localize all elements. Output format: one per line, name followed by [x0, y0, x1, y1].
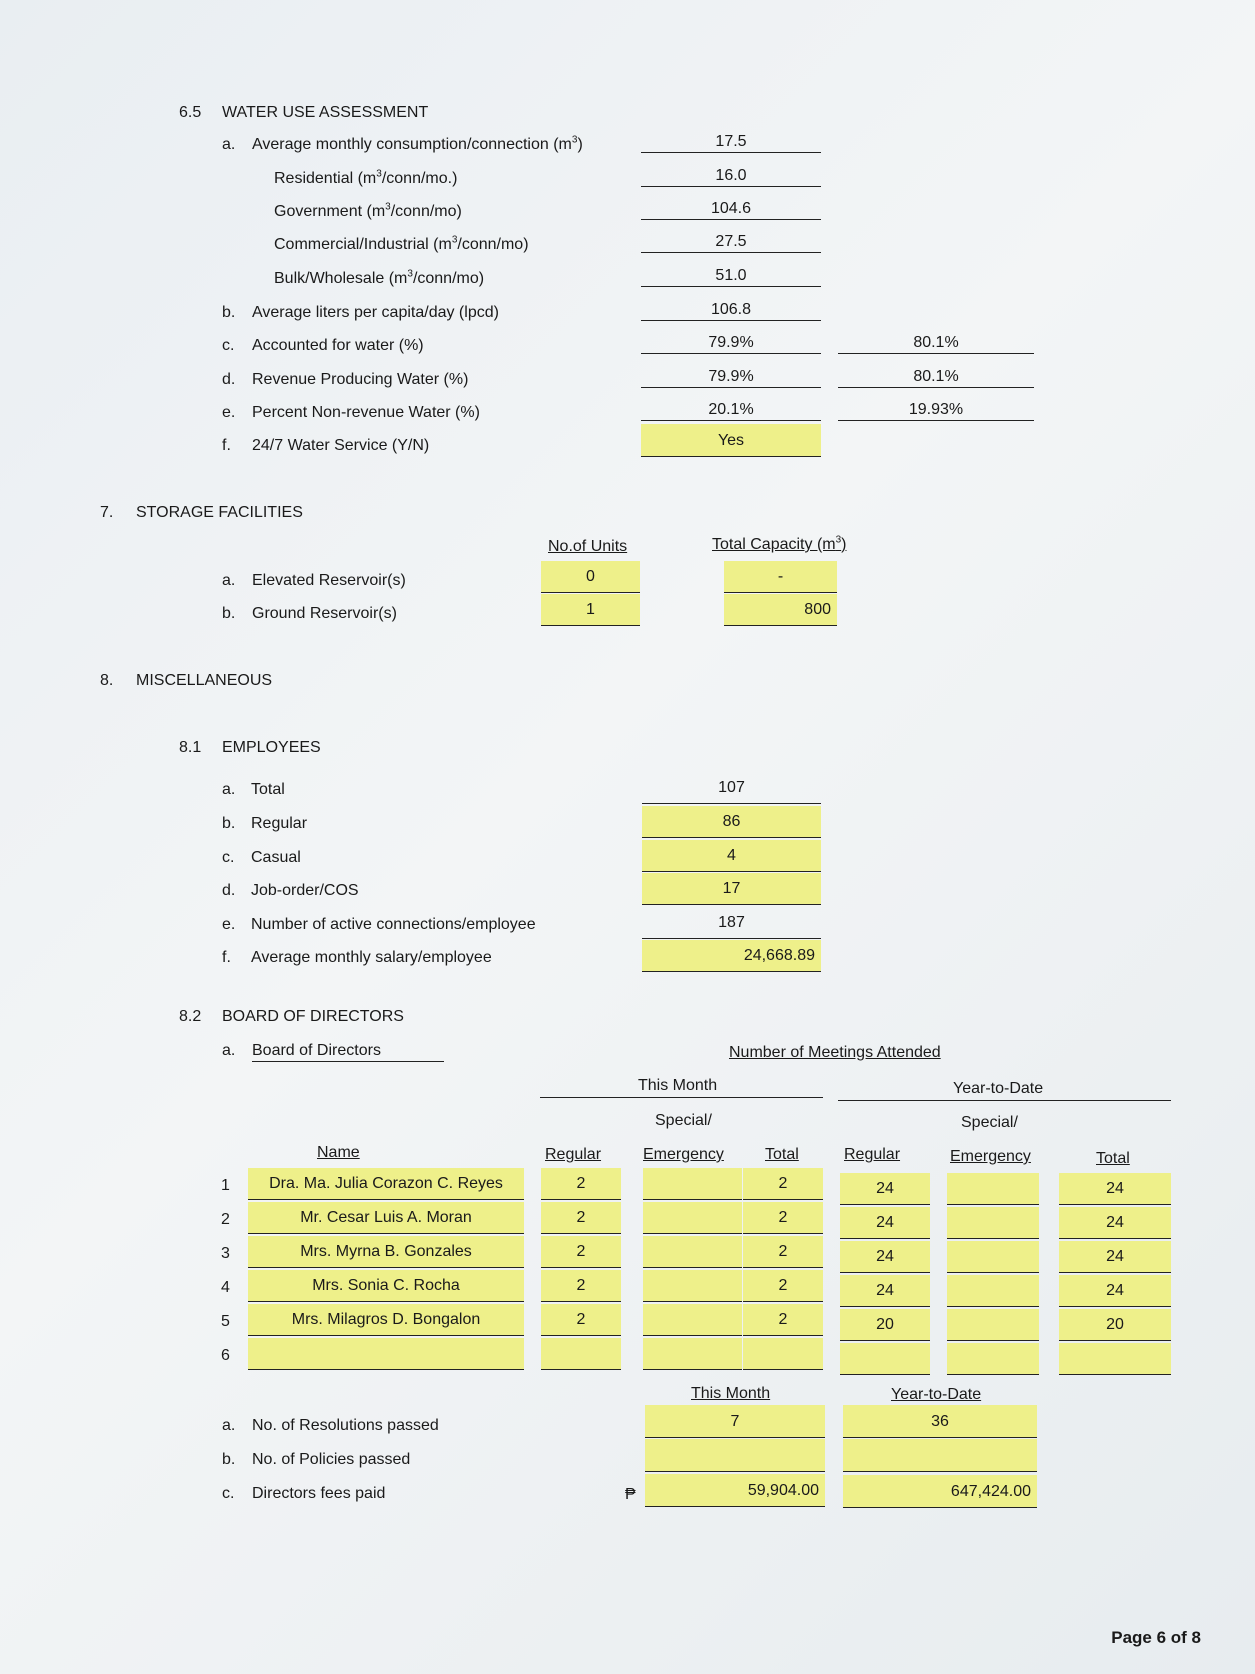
- nrw-value[interactable]: 20.1%: [641, 399, 821, 421]
- item-letter: a.: [222, 136, 236, 153]
- elevated-reservoir-label: Elevated Reservoir(s): [252, 572, 406, 589]
- section-number: 8.: [100, 672, 114, 689]
- director-total[interactable]: [743, 1338, 823, 1370]
- employee-row-label: Total: [251, 781, 285, 798]
- employee-row-label: Number of active connections/employee: [251, 916, 536, 933]
- director-total[interactable]: 2: [743, 1304, 823, 1336]
- bulk-label: Bulk/Wholesale $(m^3/conn/mo)$: [274, 268, 485, 287]
- employee-row-label: Average monthly salary/employee: [251, 949, 492, 966]
- nrw-value-2[interactable]: 19.93%: [838, 399, 1034, 421]
- water-service-value[interactable]: Yes: [641, 424, 821, 457]
- policies-label: No. of Policies passed: [252, 1451, 411, 1468]
- item-letter: b.: [222, 815, 236, 832]
- item-letter: d.: [222, 882, 236, 899]
- board-label: Board of Directors: [252, 1042, 381, 1059]
- emergency-column-header: Emergency: [643, 1146, 724, 1163]
- subsection-number: 8.1: [179, 739, 202, 756]
- ytd-emergency-column-header: Emergency: [950, 1148, 1031, 1165]
- meetings-title: Number of Meetings Attended: [729, 1044, 941, 1061]
- elevated-reservoir-units[interactable]: 0: [541, 561, 640, 593]
- employee-row-value[interactable]: 187: [642, 907, 821, 939]
- director-ytd-regular[interactable]: 24: [840, 1207, 930, 1239]
- section-title: MISCELLANEOUS: [136, 672, 273, 689]
- director-regular[interactable]: 2: [541, 1270, 621, 1302]
- director-emergency[interactable]: [643, 1236, 742, 1268]
- section-title: WATER USE ASSESSMENT: [222, 104, 429, 121]
- director-regular[interactable]: 2: [541, 1168, 621, 1200]
- ytd-rule: [838, 1100, 1171, 1101]
- item-letter: c.: [222, 337, 235, 354]
- summary-this-month-header: This Month: [691, 1385, 771, 1402]
- subsection-title: EMPLOYEES: [222, 739, 321, 756]
- name-column-header: Name: [317, 1144, 360, 1161]
- director-name[interactable]: Dra. Ma. Julia Corazon C. Reyes: [248, 1168, 524, 1200]
- ytd-regular-column-header: Regular: [844, 1146, 901, 1163]
- director-ytd-emergency[interactable]: [947, 1173, 1039, 1205]
- ground-reservoir-capacity[interactable]: 800: [724, 594, 837, 626]
- director-name[interactable]: Mrs. Milagros D. Bongalon: [248, 1304, 524, 1336]
- director-regular[interactable]: [541, 1338, 621, 1370]
- director-ytd-total[interactable]: [1059, 1343, 1171, 1375]
- director-row-number: 5: [221, 1313, 230, 1330]
- item-letter: b.: [222, 304, 236, 321]
- director-name[interactable]: [248, 1338, 524, 1370]
- total-column-header: Total: [765, 1146, 799, 1163]
- accounted-water-value-2[interactable]: 80.1%: [838, 332, 1034, 354]
- fees-this-month[interactable]: 59,904.00: [645, 1474, 825, 1507]
- employee-row-label: Regular: [251, 815, 308, 832]
- item-letter: f.: [222, 437, 231, 454]
- resolutions-this-month[interactable]: 7: [645, 1405, 825, 1438]
- ytd-total-column-header: Total: [1096, 1150, 1130, 1167]
- employee-row-value[interactable]: 17: [642, 873, 821, 905]
- item-letter: a.: [222, 781, 236, 798]
- regular-column-header: Regular: [545, 1146, 602, 1163]
- director-regular[interactable]: 2: [541, 1304, 621, 1336]
- director-ytd-total[interactable]: 24: [1059, 1241, 1171, 1273]
- item-letter: c.: [222, 849, 235, 866]
- commercial-label: Commercial/Industrial $(m^3/conn/mo)$: [274, 234, 529, 253]
- director-total[interactable]: 2: [743, 1168, 823, 1200]
- bulk-value[interactable]: 51.0: [641, 265, 821, 287]
- director-ytd-emergency[interactable]: [947, 1343, 1039, 1375]
- subsection-title: BOARD OF DIRECTORS: [222, 1008, 404, 1025]
- revenue-water-label: Revenue Producing Water (%): [252, 371, 469, 388]
- item-letter: a.: [222, 1417, 236, 1434]
- director-ytd-emergency[interactable]: [947, 1207, 1039, 1239]
- director-ytd-emergency[interactable]: [947, 1309, 1039, 1341]
- section-number: 6.5: [179, 104, 202, 121]
- item-letter: f.: [222, 949, 231, 966]
- subsection-number: 8.2: [179, 1008, 202, 1025]
- director-regular[interactable]: 2: [541, 1236, 621, 1268]
- item-letter: b.: [222, 605, 236, 622]
- director-name[interactable]: Mrs. Sonia C. Rocha: [248, 1270, 524, 1302]
- peso-sign: ₱: [625, 1486, 636, 1503]
- item-letter: e.: [222, 404, 236, 421]
- director-ytd-regular[interactable]: 20: [840, 1309, 930, 1341]
- item-letter: a.: [222, 1042, 236, 1059]
- capacity-column-header: Total Capacity $(m^3)$: [712, 534, 847, 553]
- item-letter: a.: [222, 572, 236, 589]
- policies-this-month[interactable]: [645, 1439, 825, 1472]
- page-number: Page 6 of 8: [1111, 1628, 1201, 1647]
- director-ytd-regular[interactable]: [840, 1343, 930, 1375]
- director-row-number: 1: [221, 1177, 230, 1194]
- director-ytd-total[interactable]: 24: [1059, 1173, 1171, 1205]
- director-row-number: 2: [221, 1211, 230, 1228]
- employee-row-label: Job-order/COS: [251, 882, 359, 899]
- director-total[interactable]: 2: [743, 1202, 823, 1234]
- director-ytd-regular[interactable]: 24: [840, 1173, 930, 1205]
- this-month-rule: [540, 1097, 823, 1098]
- resolutions-label: No. of Resolutions passed: [252, 1417, 439, 1434]
- residential-value[interactable]: 16.0: [641, 165, 821, 187]
- government-value[interactable]: 104.6: [641, 198, 821, 220]
- director-row-number: 6: [221, 1347, 230, 1364]
- director-emergency[interactable]: [643, 1338, 742, 1370]
- section-title: STORAGE FACILITIES: [136, 504, 303, 521]
- ground-reservoir-label: Ground Reservoir(s): [252, 605, 397, 622]
- item-letter: e.: [222, 916, 236, 933]
- units-column-header: No.of Units: [548, 538, 628, 555]
- fees-ytd[interactable]: 647,424.00: [843, 1475, 1037, 1508]
- item-letter: b.: [222, 1451, 236, 1468]
- section-number: 7.: [100, 504, 114, 521]
- board-label-underline: [252, 1061, 444, 1062]
- lpcd-value[interactable]: 106.8: [641, 299, 821, 321]
- employee-row-value[interactable]: 86: [642, 806, 821, 838]
- director-ytd-regular[interactable]: 24: [840, 1241, 930, 1273]
- summary-ytd-header: Year-to-Date: [891, 1386, 982, 1403]
- employee-row-value[interactable]: 24,668.89: [642, 940, 821, 972]
- resolutions-ytd[interactable]: 36: [843, 1405, 1037, 1438]
- policies-ytd[interactable]: [843, 1439, 1037, 1472]
- avg-consumption-value[interactable]: 17.5: [641, 131, 821, 153]
- employee-row-value[interactable]: 4: [642, 840, 821, 872]
- avg-consumption-label: Average monthly consumption/connection $(m^3)$: [252, 134, 583, 153]
- revenue-water-value[interactable]: 79.9%: [641, 366, 821, 388]
- special-header-ytd: Special/: [961, 1114, 1018, 1131]
- accounted-water-label: Accounted for water (%): [252, 337, 424, 354]
- director-ytd-emergency[interactable]: [947, 1241, 1039, 1273]
- lpcd-label: Average liters per capita/day (lpcd): [252, 304, 499, 321]
- employee-row-value[interactable]: 107: [642, 772, 821, 804]
- ytd-header: Year-to-Date: [953, 1080, 1044, 1097]
- director-row-number: 4: [221, 1279, 230, 1296]
- fees-label: Directors fees paid: [252, 1485, 386, 1502]
- director-name[interactable]: Mr. Cesar Luis A. Moran: [248, 1202, 524, 1234]
- director-row-number: 3: [221, 1245, 230, 1262]
- director-total[interactable]: 2: [743, 1236, 823, 1268]
- special-header: Special/: [655, 1112, 712, 1129]
- government-label: Government $(m^3/conn/mo)$: [274, 201, 462, 220]
- revenue-water-value-2[interactable]: 80.1%: [838, 366, 1034, 388]
- ground-reservoir-units[interactable]: 1: [541, 594, 640, 626]
- director-ytd-emergency[interactable]: [947, 1275, 1039, 1307]
- director-ytd-regular[interactable]: 24: [840, 1275, 930, 1307]
- director-emergency[interactable]: [643, 1168, 742, 1200]
- item-letter: d.: [222, 371, 236, 388]
- director-emergency[interactable]: [643, 1304, 742, 1336]
- director-ytd-total[interactable]: 24: [1059, 1207, 1171, 1239]
- director-emergency[interactable]: [643, 1202, 742, 1234]
- commercial-value[interactable]: 27.5: [641, 231, 821, 253]
- nrw-label: Percent Non-revenue Water (%): [252, 404, 480, 421]
- director-regular[interactable]: 2: [541, 1202, 621, 1234]
- water-service-label: 24/7 Water Service (Y/N): [252, 437, 430, 454]
- residential-label: Residential $(m^3/conn/mo.)$: [274, 168, 458, 187]
- director-ytd-total[interactable]: 24: [1059, 1275, 1171, 1307]
- employee-row-label: Casual: [251, 849, 301, 866]
- item-letter: c.: [222, 1485, 235, 1502]
- director-ytd-total[interactable]: 20: [1059, 1309, 1171, 1341]
- this-month-header: This Month: [638, 1077, 718, 1094]
- director-emergency[interactable]: [643, 1270, 742, 1302]
- accounted-water-value[interactable]: 79.9%: [641, 332, 821, 354]
- director-name[interactable]: Mrs. Myrna B. Gonzales: [248, 1236, 524, 1268]
- elevated-reservoir-capacity[interactable]: -: [724, 561, 837, 593]
- director-total[interactable]: 2: [743, 1270, 823, 1302]
